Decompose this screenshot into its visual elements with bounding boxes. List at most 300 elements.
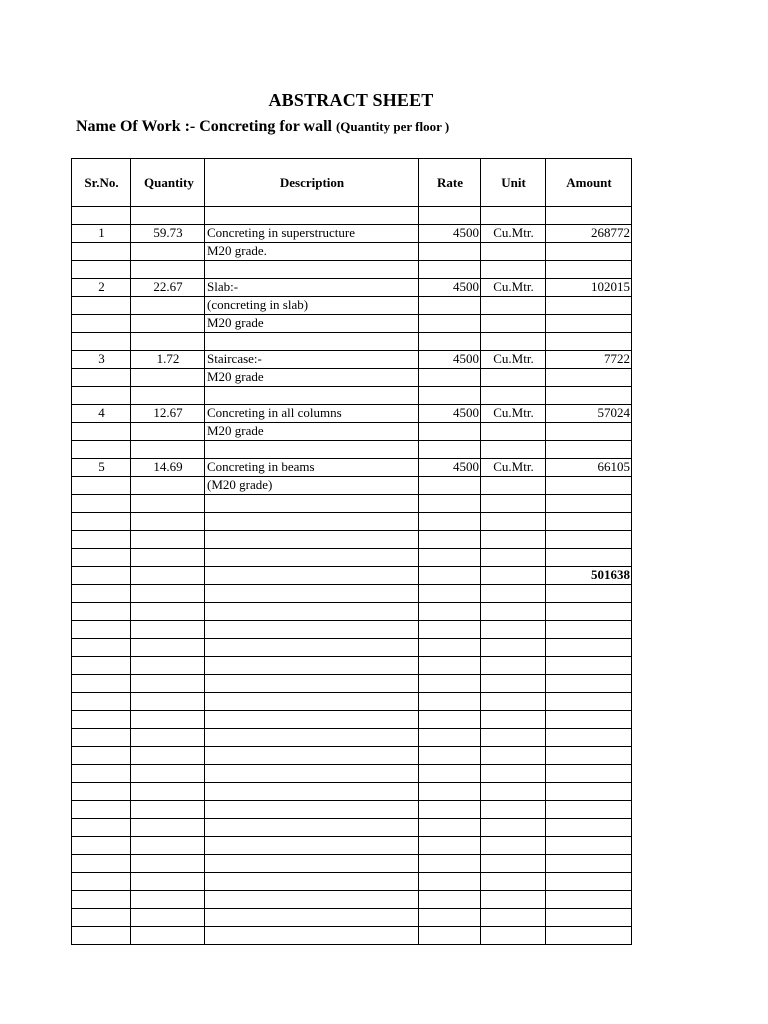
cell-amount <box>546 693 632 711</box>
table-row <box>72 837 632 855</box>
cell-amount <box>546 729 632 747</box>
cell-unit <box>481 423 546 441</box>
cell-unit <box>481 243 546 261</box>
table-row <box>72 207 632 225</box>
cell-srno <box>72 909 131 927</box>
cell-description <box>205 207 419 225</box>
cell-amount <box>546 837 632 855</box>
cell-description: M20 grade <box>205 423 419 441</box>
cell-quantity <box>131 657 205 675</box>
abstract-table <box>71 158 632 945</box>
table-row <box>72 873 632 891</box>
cell-description: (M20 grade) <box>205 477 419 495</box>
cell-description <box>205 531 419 549</box>
cell-unit <box>481 297 546 315</box>
cell-description <box>205 333 419 351</box>
cell-quantity <box>131 423 205 441</box>
col-header-unit: Unit <box>481 159 546 207</box>
cell-quantity <box>131 855 205 873</box>
cell-srno <box>72 387 131 405</box>
cell-amount <box>546 585 632 603</box>
cell-rate <box>419 783 481 801</box>
cell-amount: 102015 <box>546 279 632 297</box>
table-row <box>72 639 632 657</box>
cell-description <box>205 675 419 693</box>
cell-description <box>205 585 419 603</box>
table-row <box>72 369 632 387</box>
table-row <box>72 783 632 801</box>
cell-rate <box>419 711 481 729</box>
cell-description <box>205 621 419 639</box>
cell-description <box>205 441 419 459</box>
cell-rate <box>419 765 481 783</box>
cell-unit: Cu.Mtr. <box>481 225 546 243</box>
cell-srno <box>72 585 131 603</box>
cell-rate <box>419 909 481 927</box>
cell-amount: 57024 <box>546 405 632 423</box>
cell-description <box>205 387 419 405</box>
cell-amount <box>546 477 632 495</box>
cell-description: M20 grade <box>205 369 419 387</box>
cell-srno <box>72 711 131 729</box>
cell-unit <box>481 261 546 279</box>
col-header-quantity: Quantity <box>131 159 205 207</box>
cell-rate: 4500 <box>419 351 481 369</box>
cell-unit <box>481 693 546 711</box>
cell-description <box>205 693 419 711</box>
cell-amount <box>546 891 632 909</box>
cell-rate <box>419 891 481 909</box>
cell-srno <box>72 837 131 855</box>
cell-rate <box>419 729 481 747</box>
cell-description: Slab:- <box>205 279 419 297</box>
cell-srno <box>72 657 131 675</box>
cell-amount <box>546 369 632 387</box>
table-row <box>72 387 632 405</box>
cell-description <box>205 549 419 567</box>
cell-quantity <box>131 441 205 459</box>
cell-rate <box>419 441 481 459</box>
cell-srno <box>72 891 131 909</box>
cell-unit: Cu.Mtr. <box>481 279 546 297</box>
cell-quantity <box>131 801 205 819</box>
table-row <box>72 855 632 873</box>
cell-amount <box>546 657 632 675</box>
cell-unit <box>481 513 546 531</box>
cell-rate <box>419 315 481 333</box>
cell-amount <box>546 819 632 837</box>
cell-quantity <box>131 927 205 945</box>
cell-rate <box>419 639 481 657</box>
cell-quantity <box>131 513 205 531</box>
cell-description <box>205 567 419 585</box>
cell-srno <box>72 423 131 441</box>
grand-total-amount: 501638 <box>546 567 632 585</box>
cell-quantity: 1.72 <box>131 351 205 369</box>
cell-rate <box>419 657 481 675</box>
cell-unit <box>481 747 546 765</box>
cell-srno <box>72 333 131 351</box>
cell-description <box>205 747 419 765</box>
cell-unit: Cu.Mtr. <box>481 459 546 477</box>
cell-srno <box>72 495 131 513</box>
cell-rate: 4500 <box>419 405 481 423</box>
cell-unit <box>481 675 546 693</box>
col-header-description: Description <box>205 159 419 207</box>
cell-quantity <box>131 603 205 621</box>
cell-rate <box>419 261 481 279</box>
cell-description <box>205 729 419 747</box>
cell-rate <box>419 585 481 603</box>
cell-rate <box>419 567 481 585</box>
table-row <box>72 621 632 639</box>
cell-unit <box>481 927 546 945</box>
cell-description <box>205 261 419 279</box>
col-header-rate: Rate <box>419 159 481 207</box>
cell-rate <box>419 855 481 873</box>
cell-srno: 3 <box>72 351 131 369</box>
cell-srno <box>72 729 131 747</box>
cell-rate <box>419 621 481 639</box>
cell-quantity <box>131 675 205 693</box>
cell-quantity <box>131 639 205 657</box>
cell-description: (concreting in slab) <box>205 297 419 315</box>
table-row <box>72 603 632 621</box>
cell-unit <box>481 891 546 909</box>
cell-unit: Cu.Mtr. <box>481 405 546 423</box>
table-row <box>72 477 632 495</box>
table-header-row <box>72 159 632 207</box>
table-row <box>72 549 632 567</box>
cell-srno: 2 <box>72 279 131 297</box>
cell-quantity <box>131 837 205 855</box>
cell-amount <box>546 243 632 261</box>
cell-srno <box>72 477 131 495</box>
cell-amount <box>546 639 632 657</box>
cell-quantity <box>131 315 205 333</box>
cell-description <box>205 855 419 873</box>
cell-unit <box>481 639 546 657</box>
cell-unit: Cu.Mtr. <box>481 351 546 369</box>
cell-rate <box>419 387 481 405</box>
cell-amount: 66105 <box>546 459 632 477</box>
cell-amount <box>546 801 632 819</box>
cell-quantity <box>131 873 205 891</box>
cell-amount <box>546 261 632 279</box>
page-title: ABSTRACT SHEET <box>268 90 434 110</box>
cell-description <box>205 909 419 927</box>
cell-description <box>205 513 419 531</box>
cell-srno <box>72 819 131 837</box>
table-row <box>72 747 632 765</box>
cell-unit <box>481 765 546 783</box>
table-row <box>72 459 632 477</box>
cell-unit <box>481 621 546 639</box>
cell-amount <box>546 297 632 315</box>
cell-description <box>205 891 419 909</box>
cell-description <box>205 603 419 621</box>
cell-rate <box>419 693 481 711</box>
cell-amount <box>546 927 632 945</box>
cell-amount <box>546 441 632 459</box>
table-row <box>72 423 632 441</box>
cell-amount <box>546 315 632 333</box>
cell-description: Concreting in all columns <box>205 405 419 423</box>
cell-rate <box>419 675 481 693</box>
cell-amount <box>546 423 632 441</box>
cell-quantity <box>131 711 205 729</box>
cell-amount: 7722 <box>546 351 632 369</box>
cell-amount <box>546 873 632 891</box>
cell-quantity <box>131 531 205 549</box>
cell-srno: 4 <box>72 405 131 423</box>
cell-srno <box>72 873 131 891</box>
cell-unit <box>481 495 546 513</box>
cell-unit <box>481 873 546 891</box>
cell-quantity: 14.69 <box>131 459 205 477</box>
table-row <box>72 765 632 783</box>
cell-unit <box>481 603 546 621</box>
table-row <box>72 297 632 315</box>
cell-amount <box>546 603 632 621</box>
cell-rate <box>419 873 481 891</box>
cell-srno <box>72 621 131 639</box>
table-row <box>72 711 632 729</box>
table-row <box>72 693 632 711</box>
table-row <box>72 351 632 369</box>
cell-description <box>205 495 419 513</box>
cell-srno <box>72 603 131 621</box>
cell-unit <box>481 711 546 729</box>
cell-rate <box>419 495 481 513</box>
cell-srno <box>72 567 131 585</box>
cell-unit <box>481 729 546 747</box>
cell-rate <box>419 243 481 261</box>
cell-unit <box>481 819 546 837</box>
table-row <box>72 657 632 675</box>
cell-unit <box>481 783 546 801</box>
cell-srno <box>72 531 131 549</box>
cell-amount <box>546 909 632 927</box>
cell-quantity <box>131 783 205 801</box>
cell-description <box>205 639 419 657</box>
table-row <box>72 279 632 297</box>
cell-srno <box>72 261 131 279</box>
cell-unit <box>481 441 546 459</box>
cell-unit <box>481 585 546 603</box>
table-row <box>72 675 632 693</box>
table-row <box>72 333 632 351</box>
work-name-label: Name Of Work :- Concreting for wall <box>76 118 332 135</box>
table-row <box>72 243 632 261</box>
cell-quantity <box>131 765 205 783</box>
cell-srno <box>72 801 131 819</box>
cell-srno <box>72 675 131 693</box>
cell-quantity <box>131 387 205 405</box>
cell-quantity <box>131 567 205 585</box>
table-row <box>72 441 632 459</box>
cell-quantity <box>131 297 205 315</box>
cell-srno <box>72 207 131 225</box>
cell-quantity <box>131 333 205 351</box>
table-row <box>72 513 632 531</box>
cell-srno <box>72 549 131 567</box>
cell-rate <box>419 801 481 819</box>
cell-rate <box>419 477 481 495</box>
cell-srno <box>72 315 131 333</box>
cell-quantity <box>131 747 205 765</box>
cell-srno <box>72 693 131 711</box>
cell-amount <box>546 387 632 405</box>
table-row <box>72 225 632 243</box>
cell-description <box>205 783 419 801</box>
cell-srno: 5 <box>72 459 131 477</box>
table-row <box>72 567 632 585</box>
cell-rate: 4500 <box>419 279 481 297</box>
table-row <box>72 891 632 909</box>
cell-amount <box>546 765 632 783</box>
cell-srno <box>72 369 131 387</box>
cell-rate <box>419 531 481 549</box>
cell-description <box>205 765 419 783</box>
cell-unit <box>481 855 546 873</box>
cell-amount <box>546 675 632 693</box>
cell-quantity: 59.73 <box>131 225 205 243</box>
cell-amount <box>546 621 632 639</box>
cell-amount <box>546 783 632 801</box>
cell-unit <box>481 387 546 405</box>
cell-description: Staircase:- <box>205 351 419 369</box>
cell-description: M20 grade. <box>205 243 419 261</box>
cell-rate <box>419 927 481 945</box>
table-row <box>72 531 632 549</box>
cell-rate <box>419 747 481 765</box>
cell-rate <box>419 207 481 225</box>
cell-amount <box>546 207 632 225</box>
table-row <box>72 315 632 333</box>
cell-unit <box>481 315 546 333</box>
cell-unit <box>481 549 546 567</box>
cell-quantity <box>131 729 205 747</box>
work-name-note: (Quantity per floor ) <box>335 119 450 134</box>
cell-srno <box>72 297 131 315</box>
cell-quantity <box>131 693 205 711</box>
cell-amount <box>546 855 632 873</box>
cell-srno <box>72 747 131 765</box>
col-header-amount: Amount <box>546 159 632 207</box>
cell-quantity <box>131 819 205 837</box>
table-row <box>72 585 632 603</box>
cell-quantity <box>131 207 205 225</box>
cell-unit <box>481 909 546 927</box>
cell-unit <box>481 837 546 855</box>
table-row <box>72 405 632 423</box>
cell-rate <box>419 837 481 855</box>
cell-quantity <box>131 621 205 639</box>
cell-description: Concreting in superstructure <box>205 225 419 243</box>
cell-srno <box>72 783 131 801</box>
cell-amount <box>546 711 632 729</box>
cell-unit <box>481 369 546 387</box>
cell-amount <box>546 495 632 513</box>
cell-amount: 268772 <box>546 225 632 243</box>
cell-amount <box>546 333 632 351</box>
cell-description: Concreting in beams <box>205 459 419 477</box>
cell-description <box>205 657 419 675</box>
table-row <box>72 729 632 747</box>
table-row <box>72 801 632 819</box>
cell-rate <box>419 603 481 621</box>
cell-unit <box>481 531 546 549</box>
cell-rate: 4500 <box>419 225 481 243</box>
cell-quantity <box>131 549 205 567</box>
cell-srno <box>72 639 131 657</box>
table-body <box>72 207 632 945</box>
cell-amount <box>546 513 632 531</box>
table-row <box>72 927 632 945</box>
cell-description: M20 grade <box>205 315 419 333</box>
cell-rate <box>419 549 481 567</box>
work-name <box>76 118 449 136</box>
cell-unit <box>481 567 546 585</box>
cell-description <box>205 711 419 729</box>
cell-quantity <box>131 261 205 279</box>
cell-srno <box>72 765 131 783</box>
cell-amount <box>546 531 632 549</box>
table-row <box>72 909 632 927</box>
cell-description <box>205 801 419 819</box>
cell-amount <box>546 747 632 765</box>
cell-unit <box>481 657 546 675</box>
cell-srno <box>72 855 131 873</box>
cell-amount <box>546 549 632 567</box>
cell-description <box>205 873 419 891</box>
cell-rate <box>419 513 481 531</box>
table-row <box>72 495 632 513</box>
cell-rate <box>419 423 481 441</box>
cell-description <box>205 837 419 855</box>
cell-quantity <box>131 477 205 495</box>
cell-srno <box>72 441 131 459</box>
cell-rate <box>419 297 481 315</box>
cell-rate <box>419 333 481 351</box>
cell-unit <box>481 477 546 495</box>
cell-unit <box>481 801 546 819</box>
cell-rate <box>419 819 481 837</box>
cell-quantity <box>131 369 205 387</box>
cell-quantity <box>131 891 205 909</box>
cell-description <box>205 819 419 837</box>
cell-quantity <box>131 495 205 513</box>
cell-unit <box>481 207 546 225</box>
cell-rate: 4500 <box>419 459 481 477</box>
cell-srno <box>72 513 131 531</box>
cell-unit <box>481 333 546 351</box>
cell-srno <box>72 243 131 261</box>
table-row <box>72 261 632 279</box>
table-row <box>72 819 632 837</box>
cell-quantity <box>131 585 205 603</box>
cell-quantity: 22.67 <box>131 279 205 297</box>
cell-description <box>205 927 419 945</box>
cell-quantity <box>131 909 205 927</box>
cell-srno <box>72 927 131 945</box>
cell-quantity <box>131 243 205 261</box>
cell-srno: 1 <box>72 225 131 243</box>
col-header-srno: Sr.No. <box>72 159 131 207</box>
cell-quantity: 12.67 <box>131 405 205 423</box>
cell-rate <box>419 369 481 387</box>
